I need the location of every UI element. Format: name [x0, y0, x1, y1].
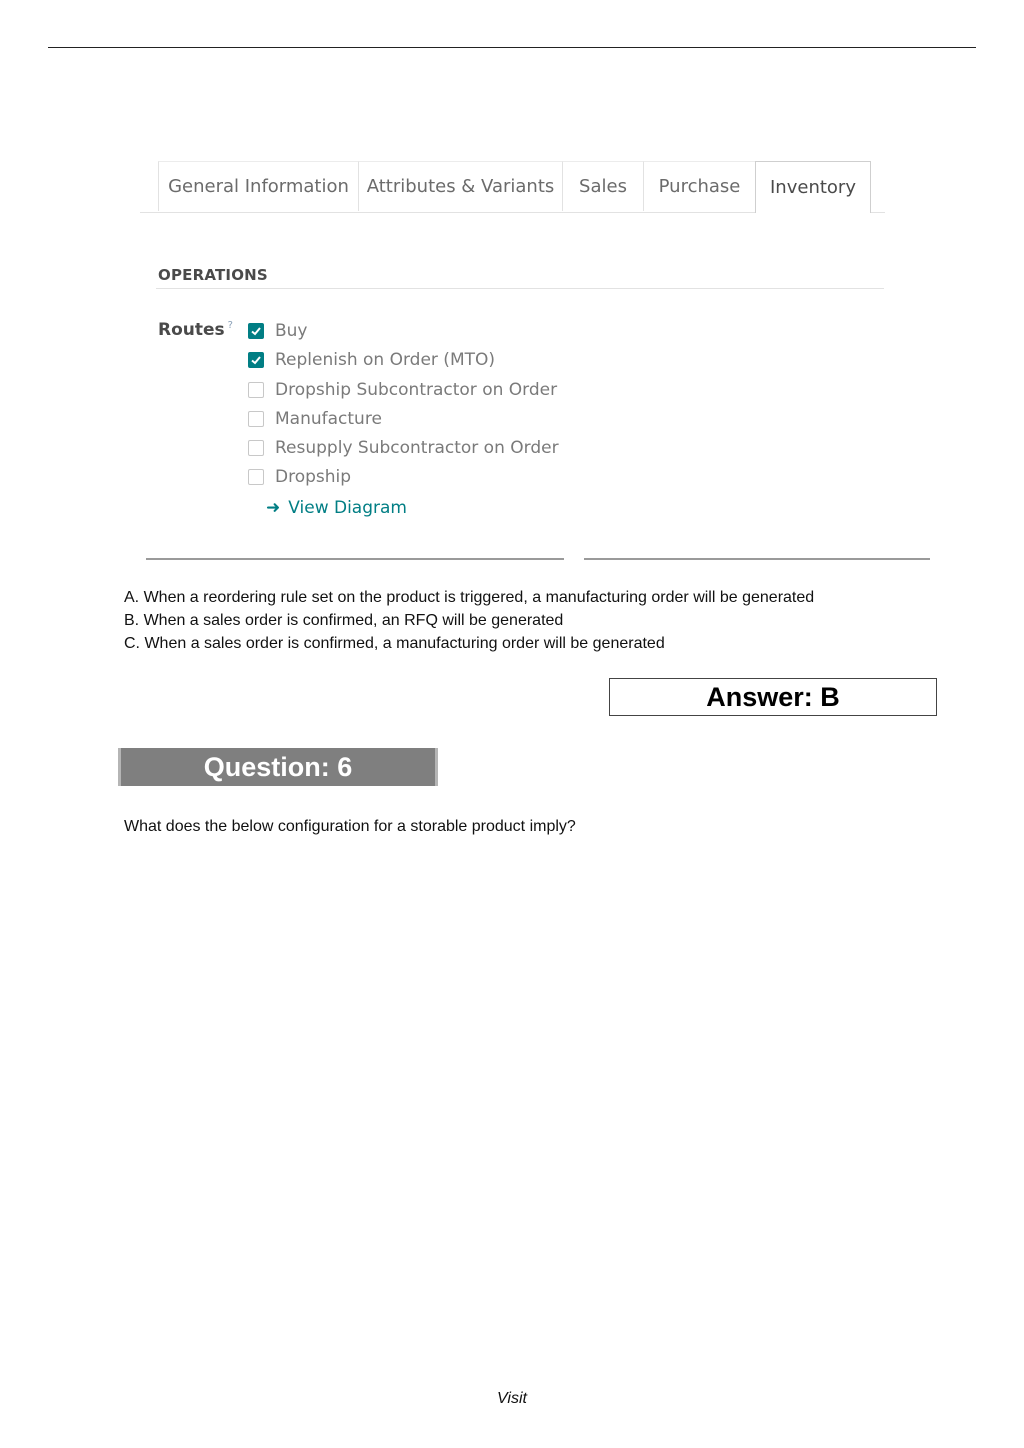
- route-label: Replenish on Order (MTO): [275, 350, 496, 370]
- route-replenish-on-order[interactable]: [248, 348, 495, 372]
- top-rule: [48, 47, 976, 48]
- route-checkbox[interactable]: [248, 352, 264, 368]
- route-label: Dropship Subcontractor on Order: [275, 380, 558, 400]
- route-checkbox[interactable]: [248, 323, 264, 339]
- option-a: A. When a reordering rule set on the product is triggered, a manufacturing order will be generated: [124, 589, 815, 606]
- route-checkbox[interactable]: [248, 469, 264, 485]
- section-divider: [156, 288, 884, 289]
- operations-section-title: OPERATIONS: [158, 266, 268, 284]
- route-dropship[interactable]: [248, 465, 351, 489]
- route-label: Resupply Subcontractor on Order: [275, 438, 559, 458]
- help-icon[interactable]: ?: [227, 320, 233, 332]
- routes-label: [158, 320, 233, 340]
- route-label: Manufacture: [275, 409, 382, 429]
- route-checkbox[interactable]: [248, 411, 264, 427]
- tab-attributes-variants[interactable]: Attributes & Variants: [358, 161, 562, 211]
- checkmark-icon: [250, 325, 262, 337]
- view-diagram-link[interactable]: [266, 498, 407, 518]
- arrow-right-icon: ➜: [266, 498, 281, 518]
- route-checkbox[interactable]: [248, 440, 264, 456]
- route-label: Buy: [275, 321, 308, 341]
- checkmark-path: [252, 328, 260, 334]
- product-form-tabs: [140, 161, 885, 213]
- footer-visit: Visit: [497, 1390, 527, 1407]
- checkmark-icon: [250, 354, 262, 366]
- view-diagram-label: View Diagram: [288, 498, 407, 518]
- checkmark-path: [252, 357, 260, 363]
- question-text: What does the below configuration for a storable product imply?: [124, 818, 576, 835]
- route-buy[interactable]: [248, 319, 308, 343]
- option-c: C. When a sales order is confirmed, a manufacturing order will be generated: [124, 635, 665, 652]
- option-b: B. When a sales order is confirmed, an RFQ will be generated: [124, 612, 564, 629]
- tab-sales[interactable]: Sales: [562, 161, 643, 211]
- question-heading: Question: 6: [118, 748, 438, 786]
- route-manufacture[interactable]: [248, 407, 382, 431]
- tab-general-information[interactable]: General Information: [158, 161, 358, 211]
- route-dropship-subcontractor[interactable]: [248, 378, 557, 402]
- routes-label-text: Routes: [158, 320, 225, 340]
- answer-box: Answer: B: [609, 678, 937, 716]
- route-resupply-subcontractor[interactable]: [248, 436, 559, 460]
- screenshot-bottom-rule-right: [584, 558, 930, 560]
- screenshot-bottom-rule-left: [146, 558, 564, 560]
- tab-inventory[interactable]: Inventory: [755, 161, 871, 213]
- tab-purchase[interactable]: Purchase: [643, 161, 755, 211]
- route-label: Dropship: [275, 467, 352, 487]
- route-checkbox[interactable]: [248, 382, 264, 398]
